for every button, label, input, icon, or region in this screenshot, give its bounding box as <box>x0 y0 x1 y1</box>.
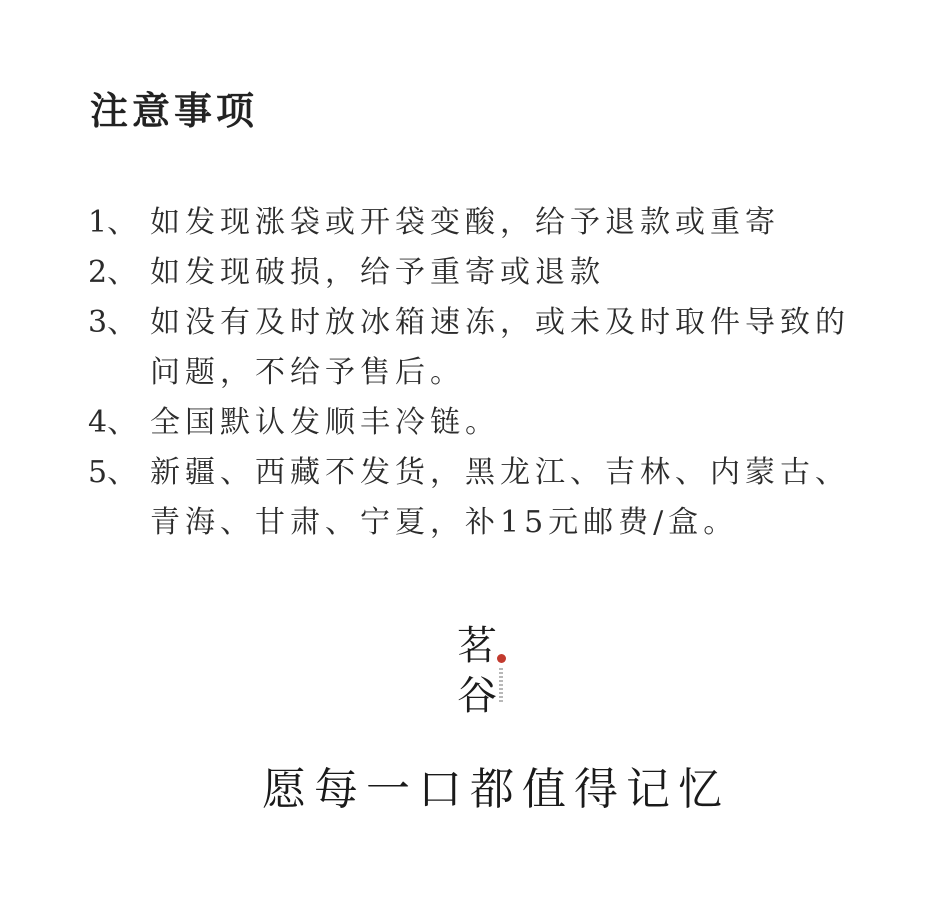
notice-text: 全国默认发顺丰冷链。 <box>150 405 500 440</box>
seal-icon <box>497 654 506 663</box>
notice-number: 3、 <box>88 305 138 340</box>
notice-text: 如发现破损，给予重寄或退款 <box>150 255 605 290</box>
notice-item <box>88 398 868 448</box>
brand-slogan: 愿每一口都值得记忆 <box>262 764 730 815</box>
logo-char-top: 茗 <box>457 623 497 669</box>
notice-list <box>88 198 868 548</box>
notice-number: 4、 <box>88 405 138 440</box>
logo-char-bottom: 谷 <box>457 673 497 719</box>
notice-text: 新疆、西藏不发货，黑龙江、吉林、内蒙古、青海、甘肃、宁夏，补15元邮费/盒。 <box>150 455 850 540</box>
notice-item <box>88 198 868 248</box>
notice-number: 1、 <box>88 205 138 240</box>
notice-text: 如发现涨袋或开袋变酸，给予退款或重寄 <box>150 205 780 240</box>
notice-text: 如没有及时放冰箱速冻，或未及时取件导致的问题，不给予售后。 <box>150 305 850 390</box>
notice-number: 2、 <box>88 255 138 290</box>
notice-item <box>88 248 868 298</box>
notice-number: 5、 <box>88 455 138 490</box>
brand-logo <box>455 622 511 726</box>
notice-item <box>88 298 868 398</box>
logo-fine-print-decoration <box>499 668 503 704</box>
page-title: 注意事项 <box>90 88 259 133</box>
notice-item <box>88 448 868 548</box>
